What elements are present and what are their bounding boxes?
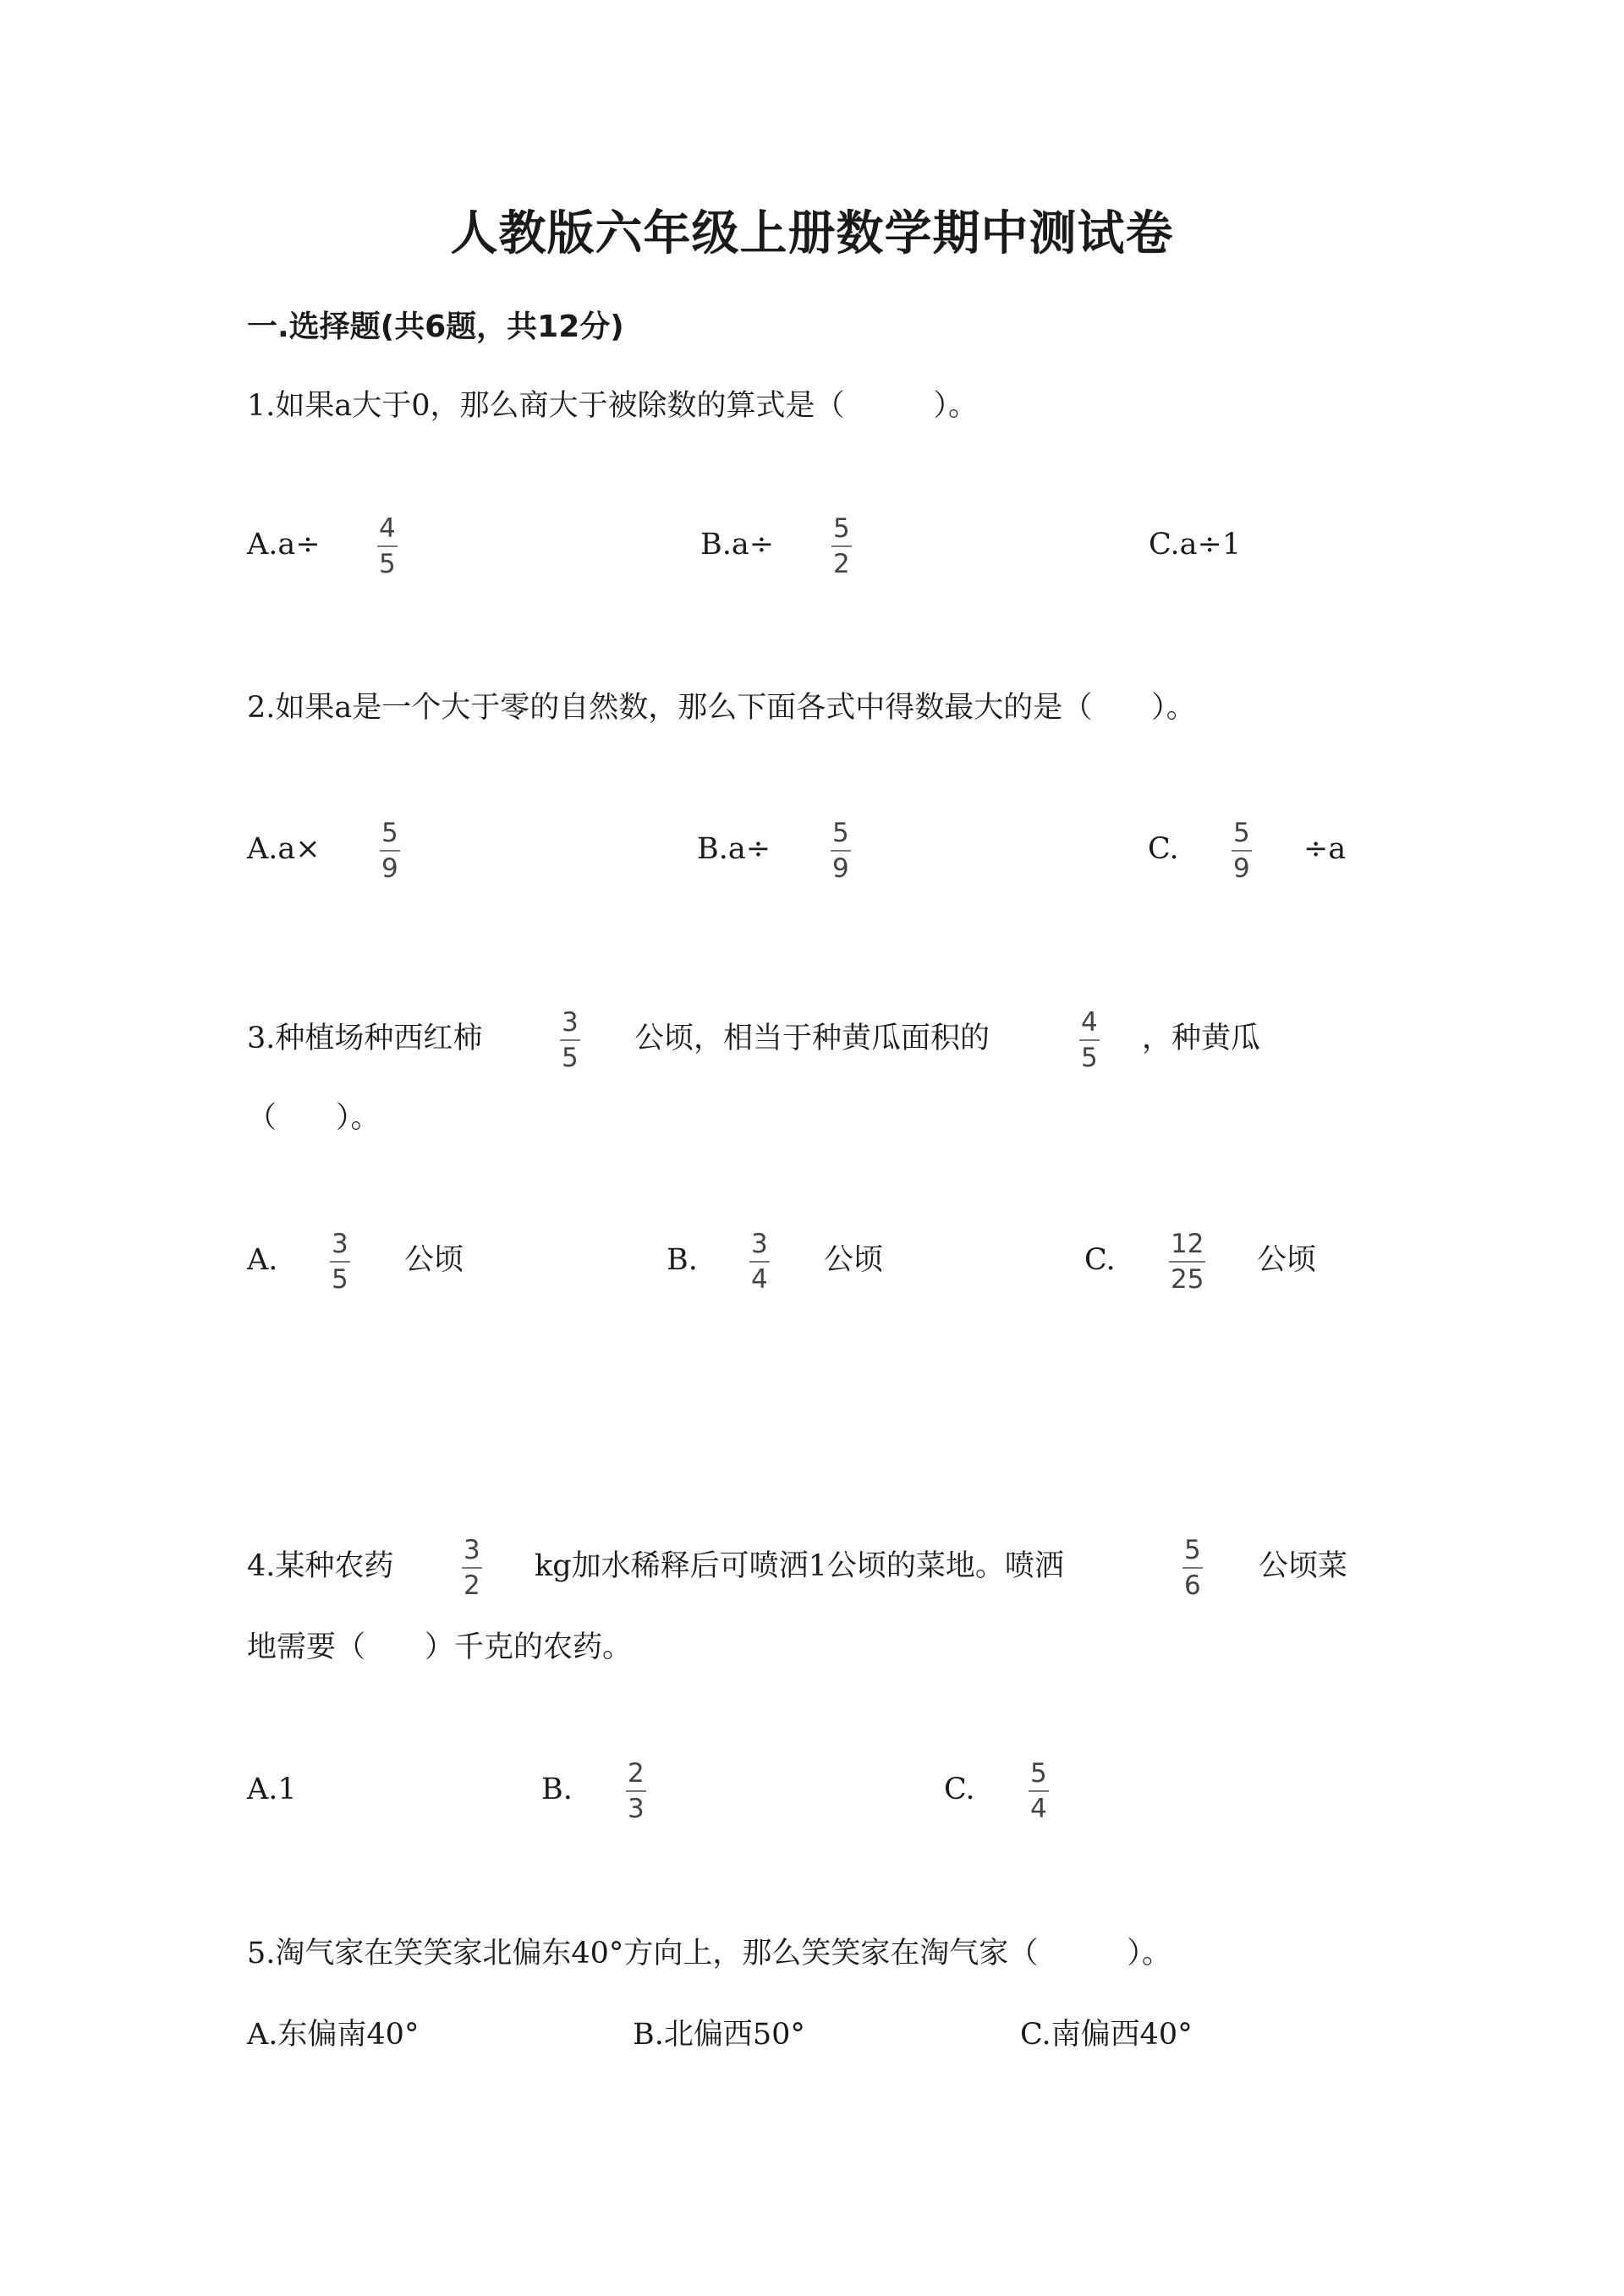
q4-option-b-label[interactable]: B. — [541, 1773, 573, 1806]
q2-option-c-fraction — [1232, 819, 1252, 883]
q3-option-c-unit: 公顷 — [1257, 1243, 1317, 1277]
fraction-numerator: 5 — [1030, 1758, 1047, 1789]
fraction-numerator: 5 — [1184, 1535, 1201, 1565]
q2-option-a-label[interactable]: A.a× — [247, 832, 321, 866]
q2-option-b-fraction — [831, 819, 851, 883]
q4-stem-line2: 地需要（ ）千克的农药。 — [247, 1630, 633, 1664]
q4-option-a[interactable]: A.1 — [247, 1773, 297, 1806]
fraction-denominator: 2 — [833, 549, 850, 579]
q3-option-b-fraction — [749, 1230, 770, 1294]
fraction-numerator: 4 — [1081, 1007, 1098, 1038]
q1-option-a-fraction — [377, 514, 398, 578]
q1-option-c[interactable]: C.a÷1 — [1149, 528, 1242, 562]
q5-option-a[interactable]: A.东偏南40° — [247, 2018, 420, 2052]
q3-option-a-unit: 公顷 — [404, 1243, 464, 1277]
q3-option-c-label[interactable]: C. — [1084, 1243, 1116, 1277]
q3-option-b-unit: 公顷 — [824, 1243, 884, 1277]
q3-stem-part1: 3.种植场种西红柿 — [247, 1022, 483, 1055]
q4-stem-part3: 公顷菜 — [1259, 1549, 1348, 1583]
q3-stem-fraction-2 — [1079, 1008, 1100, 1072]
q4-stem-fraction-2 — [1182, 1536, 1203, 1600]
q3-option-b-label[interactable]: B. — [667, 1243, 698, 1277]
fraction-denominator: 25 — [1171, 1264, 1204, 1295]
fraction-numerator: 2 — [628, 1758, 645, 1789]
fraction-numerator: 3 — [332, 1229, 348, 1259]
fraction-numerator: 4 — [379, 513, 396, 544]
section-heading: 一.选择题(共6题，共12分) — [247, 310, 624, 344]
fraction-denominator: 5 — [379, 549, 396, 579]
q4-stem-part2: kg加水稀释后可喷洒1公顷的菜地。喷洒 — [535, 1549, 1064, 1583]
q3-option-c-fraction — [1169, 1230, 1205, 1294]
fraction-denominator: 4 — [1030, 1794, 1047, 1824]
fraction-numerator: 5 — [381, 818, 398, 848]
q1-stem: 1.如果a大于0，那么商大于被除数的算式是（ ）。 — [247, 389, 979, 423]
q1-option-a-label[interactable]: A.a÷ — [247, 528, 321, 562]
q3-stem-part3: ，种黄瓜 — [1142, 1022, 1261, 1055]
fraction-numerator: 3 — [562, 1007, 579, 1038]
q3-stem-fraction-1 — [560, 1008, 580, 1072]
fraction-numerator: 5 — [833, 513, 850, 544]
fraction-denominator: 9 — [832, 853, 849, 884]
q4-stem-part1: 4.某种农药 — [247, 1549, 394, 1583]
fraction-numerator: 5 — [832, 818, 849, 848]
q2-option-c-suffix: ÷a — [1303, 832, 1347, 866]
fraction-numerator: 12 — [1171, 1229, 1204, 1259]
fraction-denominator: 2 — [464, 1570, 480, 1601]
q5-option-b[interactable]: B.北偏西50° — [633, 2018, 805, 2052]
q2-option-a-fraction — [380, 819, 400, 883]
q5-option-c[interactable]: C.南偏西40° — [1020, 2018, 1193, 2052]
q3-stem-line2: （ ）。 — [247, 1101, 381, 1135]
fraction-denominator: 6 — [1184, 1570, 1201, 1601]
q3-option-a-label[interactable]: A. — [247, 1243, 278, 1277]
q5-stem: 5.淘气家在笑笑家北偏东40°方向上，那么笑笑家在淘气家（ ）。 — [247, 1937, 1171, 1970]
fraction-numerator: 5 — [1233, 818, 1250, 848]
fraction-denominator: 5 — [332, 1264, 348, 1295]
fraction-numerator: 3 — [751, 1229, 768, 1259]
q2-option-c-label[interactable]: C. — [1148, 832, 1179, 866]
q4-option-c-fraction — [1029, 1759, 1049, 1823]
fraction-denominator: 4 — [751, 1264, 768, 1295]
page-title: 人教版六年级上册数学期中测试卷 — [450, 206, 1174, 261]
q2-stem: 2.如果a是一个大于零的自然数，那么下面各式中得数最大的是（ ）。 — [247, 691, 1196, 725]
q2-option-b-label[interactable]: B.a÷ — [697, 832, 771, 866]
fraction-numerator: 3 — [464, 1535, 480, 1565]
fraction-denominator: 3 — [628, 1794, 645, 1824]
q3-stem-part2: 公顷，相当于种黄瓜面积的 — [634, 1022, 990, 1055]
q4-stem-fraction-1 — [462, 1536, 482, 1600]
q1-option-b-label[interactable]: B.a÷ — [700, 528, 775, 562]
q4-option-c-label[interactable]: C. — [944, 1773, 975, 1806]
fraction-denominator: 9 — [381, 853, 398, 884]
q4-option-b-fraction — [626, 1759, 646, 1823]
fraction-denominator: 5 — [562, 1043, 579, 1073]
fraction-denominator: 9 — [1233, 853, 1250, 884]
q1-option-b-fraction — [831, 514, 852, 578]
q3-option-a-fraction — [330, 1230, 350, 1294]
fraction-denominator: 5 — [1081, 1043, 1098, 1073]
